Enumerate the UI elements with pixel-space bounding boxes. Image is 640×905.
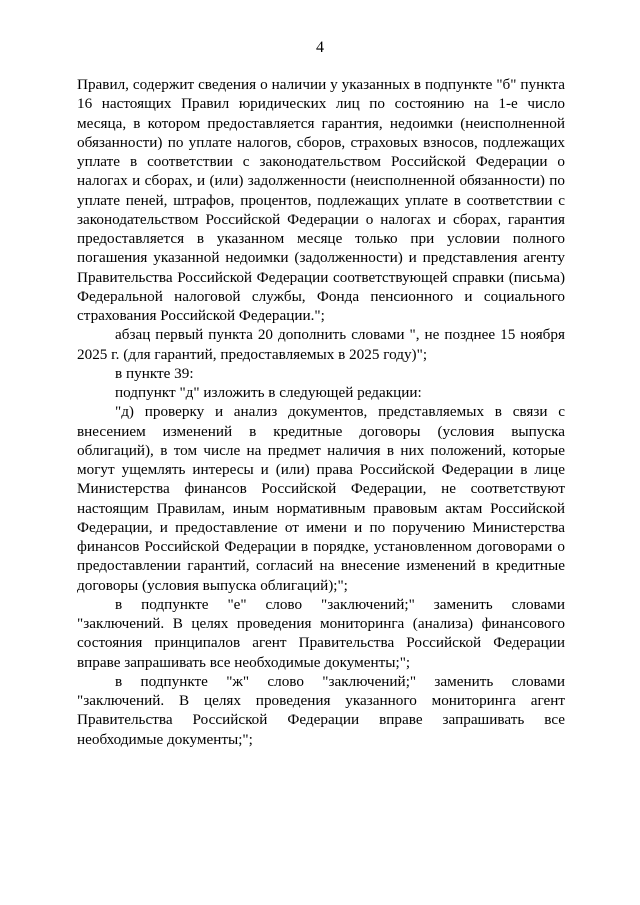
paragraph-subpoint-d-intro: подпункт "д" изложить в следующей редакции: — [115, 384, 422, 401]
paragraph-point-39-intro: в пункте 39: — [115, 364, 194, 382]
page-number: 4 — [316, 39, 324, 56]
paragraph-rules-continuation: Правил, содержит сведения о наличии у указанных в подпункте "б" пункта 16 настоящих Правил юридических лиц по состоянию на 1-е число месяца, в котором предоставляется гарантия, недоимки (неисполненной обязанности) по уплате налогов, сборов, страховых взносов, подлежащих уплате в соответствии с законодательством Российской Федерации о налогах и сборах, и (или) задолженности (неисполненной обязанности) по уплате пеней, штрафов, процентов, подлежащих уплате в соответствии с законодательством Российской Федерации о налогах и сборах, гарантия предоставляется в указанном месяце только при условии полного погашения указанной недоимки (задолженности) и представления агенту Правительства Российской Федерации соответствующей справки (письма) Федеральной налоговой службы, Фонда пенсионного и социального страхования Российской Федерации."; — [77, 76, 565, 324]
paragraph-point-20: абзац первый пункта 20 дополнить словами ", не позднее 15 ноября 2025 г. (для гарантий, предоставляемых в 2025 году)"; — [77, 326, 565, 363]
paragraph-subpoint-e: в подпункте "е" слово "заключений;" заменить словами "заключений. В целях проведения мониторинга (анализа) финансового состояния принципалов агент Правительства Российской Федерации вправе запрашивать все необходимые документы;"; — [77, 595, 565, 671]
document-body — [77, 75, 565, 749]
paragraph-subpoint-d-text: "д) проверку и анализ документов, представляемых в связи с внесением изменений в кредитные договоры (условия выпуска облигаций), в том числе на предмет наличия в них положений, которые могут ущемлять интересы и (или) права Российской Федерации в лице Министерства финансов Российской Федерации, не соответствуют настоящим Правилам, иным нормативным правовым актам Российской Федерации, и предоставление от имени и по поручению Министерства финансов Российской Федерации в порядке, установленном договорами о предоставлении гарантий, согласий на внесение изменений в кредитные договоры (условия выпуска облигаций);"; — [77, 403, 565, 594]
paragraph-subpoint-zh: в подпункте "ж" слово "заключений;" заменить словами "заключений. В целях проведения указанного мониторинга агент Правительства Российской Федерации вправе запрашивать все необходимые документы;"; — [77, 672, 565, 748]
